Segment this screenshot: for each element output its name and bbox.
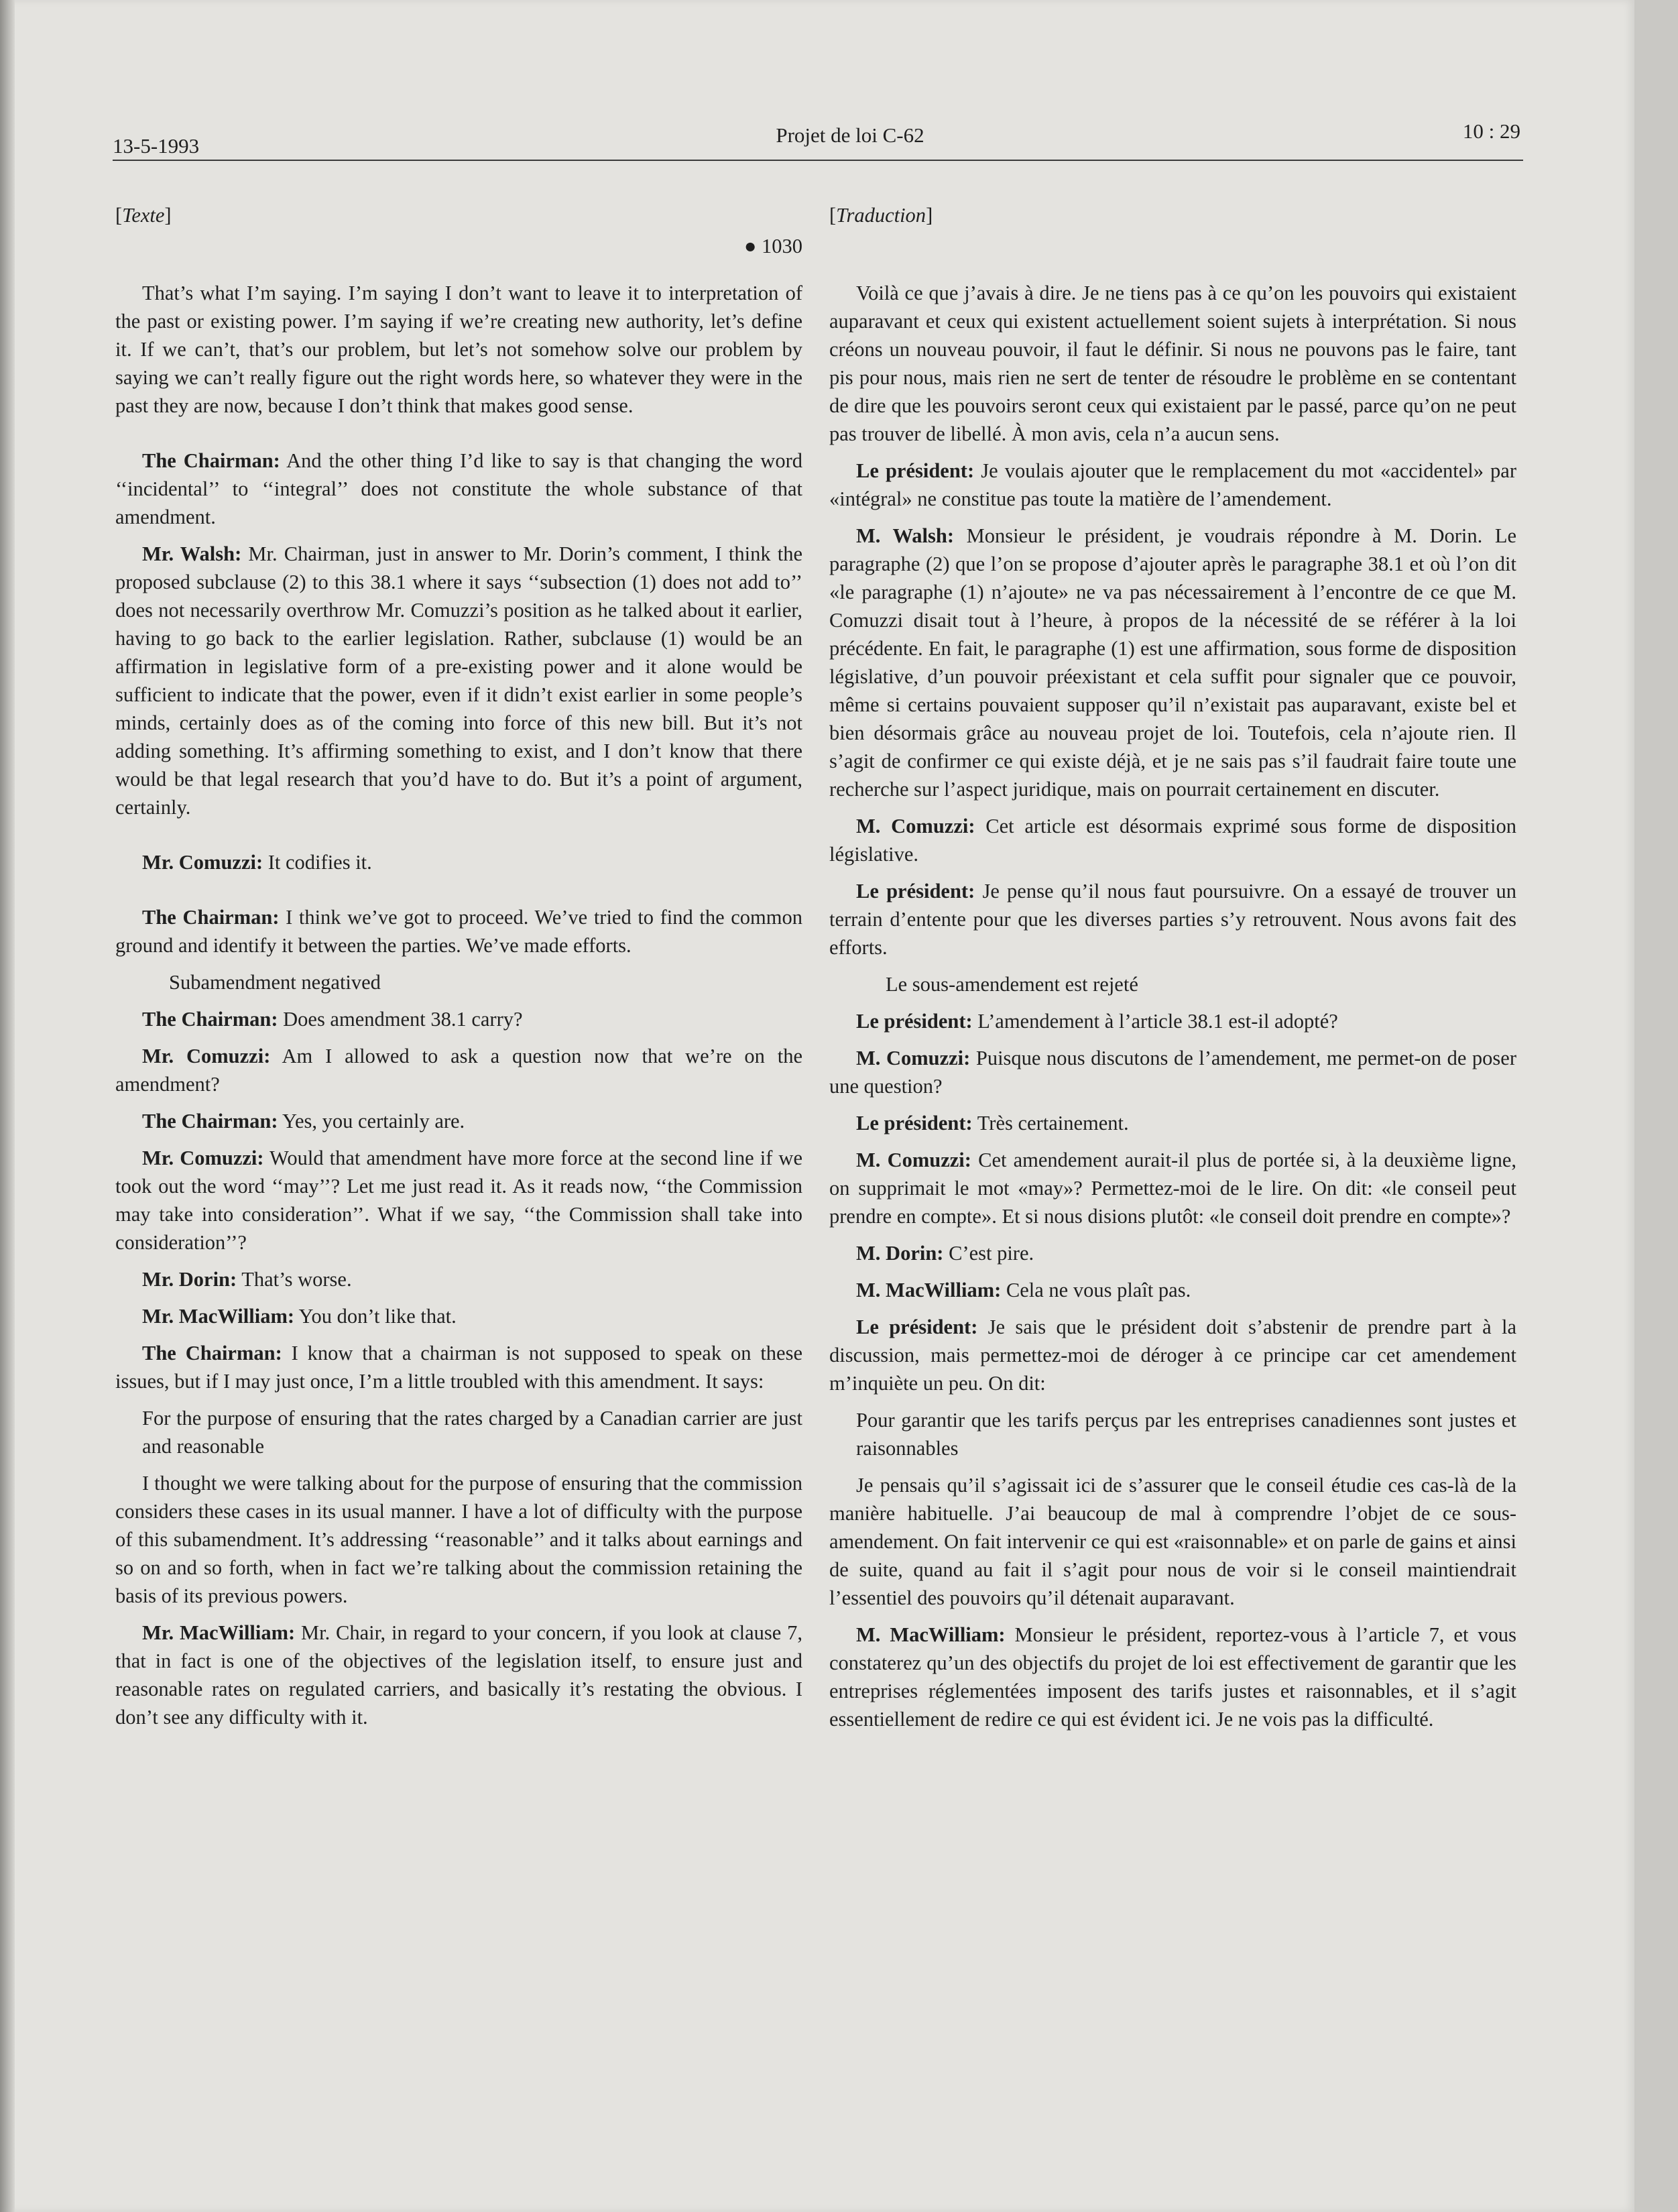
header-title: Projet de loi C-62 (776, 123, 924, 147)
block-quote: For the purpose of ensuring that the rates charged by a Canadian carrier are just and reasonable (142, 1407, 802, 1458)
speaker: Le président: (856, 1316, 978, 1338)
paragraph: Mr. Comuzzi: It codifies it. (142, 851, 372, 874)
paragraph: Mr. Dorin: That’s worse. (142, 1268, 352, 1291)
speaker: Mr. Dorin: (142, 1268, 237, 1291)
motion-result: Le sous-amendement est rejeté (886, 973, 1138, 996)
column-english (115, 201, 802, 1740)
motion-result: Subamendment negatived (169, 971, 381, 994)
speaker: Le président: (856, 459, 975, 482)
paragraph: The Chairman: And the other thing I’d like to say is that changing the word ‘‘incidental’’ to ‘‘integral’’ does not constitute the whole substance of that amendment. (115, 449, 802, 528)
paragraph: The Chairman: I think we’ve got to proceed. We’ve tried to find the common ground and identify it between the parties. We’ve made efforts. (115, 906, 802, 957)
header-date: 13-5-1993 (113, 134, 200, 158)
paragraph: Le président: Très certainement. (856, 1112, 1129, 1134)
paragraph: Le président: Je voulais ajouter que le remplacement du mot «accidentel» par «intégral» ne constitue pas toute la matière de l’amendement. (829, 459, 1516, 510)
language-label-french: [Traduction] (829, 204, 933, 227)
paragraph: M. Comuzzi: Cet article est désormais exprimé sous forme de disposition législative. (829, 815, 1516, 866)
paragraph: The Chairman: Yes, you certainly are. (142, 1110, 465, 1132)
paragraph: M. MacWilliam: Cela ne vous plaît pas. (856, 1279, 1191, 1301)
paragraph: Le président: Je sais que le président doit s’abstenir de prendre part à la discussion, mais permettez-moi de déroger à ce principe car cet amendement m’inquiète un peu. On dit: (829, 1316, 1516, 1395)
speaker: Le président: (856, 1010, 973, 1033)
speaker: The Chairman: (142, 906, 280, 929)
paragraph: Le président: L’amendement à l’article 38.1 est-il adopté? (856, 1010, 1338, 1033)
paragraph: M. Walsh: Monsieur le président, je voudrais répondre à M. Dorin. Le paragraphe (2) que l’on se propose d’ajouter après le paragraphe 38.1 et où l’on dit «le paragraphe (1) n’ajoute» ne va pas nécessairement à l’encontre de ce que M. Comuzzi disait tout à l’heure, à propos de la nécessité de se référer à la loi précédente. En fait, le paragraphe (1) est une affirmation, sous forme de disposition législative, d’un pouvoir préexistant et cela suffit pour signaler que ce pouvoir, même si certains pouvaient supposer qu’il n’existait pas auparavant, existe bel et bien désormais grâce au nouveau projet de loi. Toutefois, cela n’ajoute rien. Il s’agit de confirmer ce qui existe déjà, et je ne sais pas s’il faudrait faire toute une recherche sur l’aspect juridique, mais on pourrait certainement en discuter. (829, 524, 1516, 801)
paragraph: Mr. MacWilliam: Mr. Chair, in regard to your concern, if you look at clause 7, that in fact is one of the objectives of the legislation itself, to ensure just and reasonable rates on regulated carriers, and basically it’s restating the obvious. I don’t see any difficulty with it. (115, 1621, 802, 1729)
page-binding-edge (0, 0, 15, 2212)
language-label-english: [Texte] (115, 204, 172, 227)
paragraph: That’s what I’m saying. I’m saying I don’t want to leave it to interpretation of the past or existing power. I’m saying if we’re creating new authority, let’s define it. If we can’t, that’s our problem, but let’s not somehow solve our problem by saying we can’t really figure out the right words here, so whatever they were in the past they are now, because I don’t think that makes good sense. (115, 282, 802, 417)
header-rule (113, 160, 1523, 161)
speaker: M. Walsh: (856, 524, 954, 547)
paragraph: Mr. Comuzzi: Would that amendment have more force at the second line if we took out the word ‘‘may’’? Let me just read it. As it reads now, ‘‘the Commission may take into consideration’’. What if we say, ‘‘the Commission shall take into consideration’’? (115, 1147, 802, 1254)
paragraph: M. Dorin: C’est pire. (856, 1242, 1034, 1265)
column-french (829, 201, 1516, 1742)
speaker: M. MacWilliam: (856, 1279, 1002, 1301)
speaker: M. Comuzzi: (856, 1149, 971, 1171)
speaker: Mr. Walsh: (142, 542, 242, 565)
speaker: Mr. Comuzzi: (142, 851, 263, 874)
speaker: The Chairman: (142, 1110, 278, 1132)
block-quote: Pour garantir que les tarifs perçus par les entreprises canadiennes sont justes et raisonnables (856, 1409, 1516, 1460)
speaker: M. Comuzzi: (856, 1047, 971, 1069)
page-header (113, 119, 1520, 160)
paragraph: Mr. Comuzzi: Am I allowed to ask a question now that we’re on the amendment? (115, 1045, 802, 1096)
paragraph: Mr. MacWilliam: You don’t like that. (142, 1305, 457, 1328)
header-page-number: 10 : 29 (1462, 119, 1520, 143)
paragraph: M. MacWilliam: Monsieur le président, reportez-vous à l’article 7, et vous constaterez qu’un des objectifs du projet de loi est effectivement de garantir que les entreprises réglementées imposent des tarifs justes et raisonnables, et il s’agit essentiellement de redire ce qui est évident ici. Je ne vois pas la difficulté. (829, 1623, 1516, 1731)
speaker: Mr. Comuzzi: (142, 1045, 271, 1067)
time-marker-spacer (829, 232, 1516, 260)
speaker: Mr. MacWilliam: (142, 1305, 295, 1328)
paragraph: M. Comuzzi: Cet amendement aurait-il plus de portée si, à la deuxième ligne, on supprimait le mot «may»? Permettez-moi de le lire. On dit: «le conseil peut prendre en compte». Et si nous disions plutôt: «le conseil doit prendre en compte»? (829, 1149, 1517, 1228)
speaker: Mr. MacWilliam: (142, 1621, 296, 1644)
paragraph: Le président: Je pense qu’il nous faut poursuivre. On a essayé de trouver un terrain d’entente pour que les diverses parties s’y retrouvent. Nous avons fait des efforts. (829, 880, 1516, 959)
speaker: M. Dorin: (856, 1242, 944, 1265)
speaker: M. MacWilliam: (856, 1623, 1006, 1646)
paragraph: I thought we were talking about for the purpose of ensuring that the commission considers these cases in its usual manner. I have a lot of difficulty with the purpose of this subamendment. It’s addressing ‘‘reasonable’’ and it talks about earnings and so on and so forth, when in fact we’re talking about the commission retaining the basis of its previous powers. (115, 1472, 802, 1607)
paragraph: Je pensais qu’il s’agissait ici de s’assurer que le conseil étudie ces cas-là de la manière habituelle. J’ai beaucoup de mal à comprendre l’objet de ce sous-amendement. On fait intervenir ce qui est «raisonnable» et on parle de gains et ainsi de suite, quand au fait il s’agit pour nous de voir si le conseil maintiendrait l’essentiel des pouvoirs qu’il détenait auparavant. (829, 1474, 1516, 1609)
speaker: Le président: (856, 880, 975, 903)
speaker: Mr. Comuzzi: (142, 1147, 264, 1169)
time-marker: ● 1030 (743, 235, 802, 257)
paragraph: M. Comuzzi: Puisque nous discutons de l’amendement, me permet-on de poser une question? (829, 1047, 1516, 1098)
paragraph: Mr. Walsh: Mr. Chairman, just in answer to Mr. Dorin’s comment, I think the proposed subclause (2) to this 38.1 where it says ‘‘subsection (1) does not add to’’ does not necessarily overthrow Mr. Comuzzi’s position as he talked about it earlier, having to go back to the earlier legislation. Rather, subclause (1) would be an affirmation in legislative form of a pre-existing power and it alone would be sufficient to indicate that the power, even if it didn’t exist earlier in some people’s minds, certainly does as of the coming into force of this new bill. But it’s not adding something. It’s affirming something to exist, and I don’t know that there would be that legal research that you’d have to do. But it’s a point of argument, certainly. (115, 542, 802, 819)
paragraph: The Chairman: Does amendment 38.1 carry? (142, 1008, 523, 1031)
speaker: The Chairman: (142, 449, 280, 472)
speaker: Le président: (856, 1112, 973, 1134)
paragraph: The Chairman: I know that a chairman is not supposed to speak on these issues, but if I may just once, I’m a little troubled with this amendment. It says: (115, 1342, 803, 1393)
speaker: The Chairman: (142, 1342, 282, 1364)
speaker: M. Comuzzi: (856, 815, 975, 837)
speaker: The Chairman: (142, 1008, 278, 1031)
paragraph: Voilà ce que j’avais à dire. Je ne tiens pas à ce qu’on les pouvoirs qui existaient auparavant et ceux qui existent actuellement soient sujets à interprétation. Si nous créons un nouveau pouvoir, il faut le définir. Si nous ne pouvons pas le faire, tant pis pour nous, mais rien ne sert de tenter de résoudre le problème en se contentant de dire que les pouvoirs seront ceux qui existaient par le passé, parce qu’on ne peut pas trouver de libellé. À mon avis, cela n’a aucun sens. (829, 282, 1516, 445)
